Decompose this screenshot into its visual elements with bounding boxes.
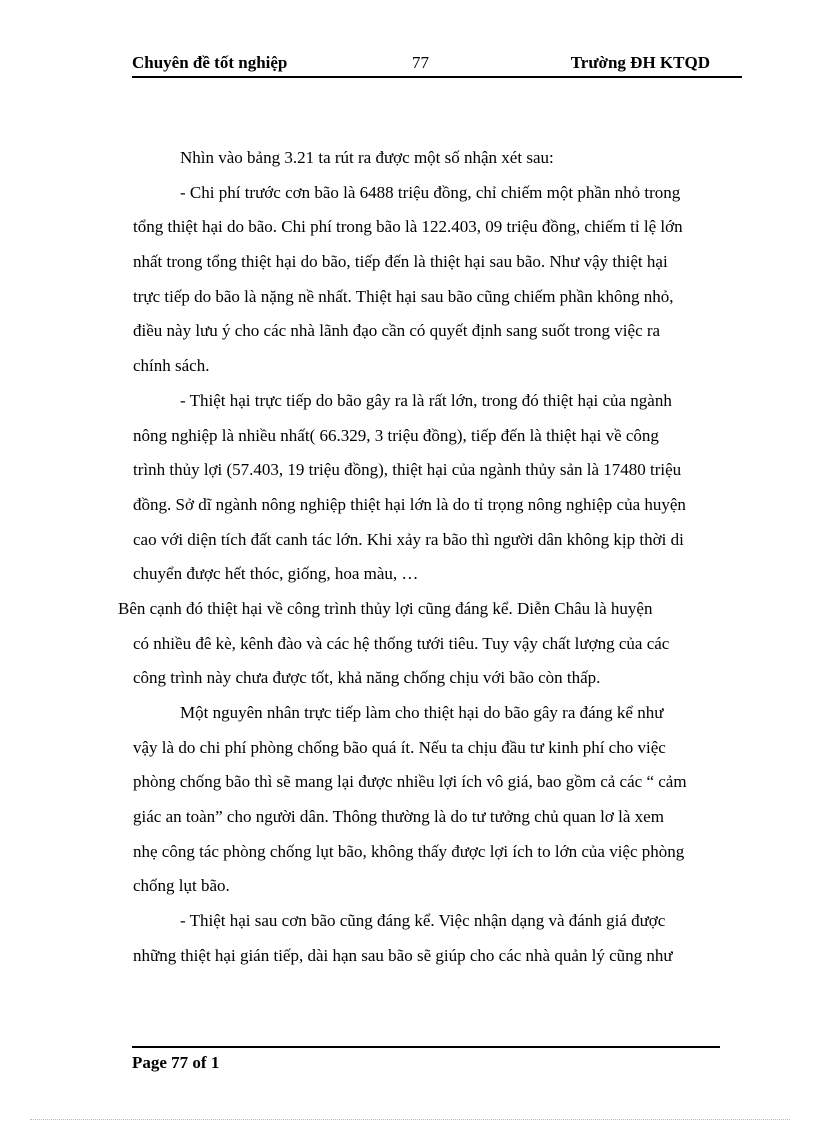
footer-rule [132,1046,720,1048]
text-line: trực tiếp do bão là nặng nề nhất. Thiệt hại sau bão cũng chiếm phần không nhỏ, [133,286,674,306]
text-line: chống lụt bão. [133,876,230,896]
text-line: công trình này chưa được tốt, khả năng chống chịu với bão còn thấp. [133,668,601,688]
text-line: - Chi phí trước cơn bão là 6488 triệu đồng, chỉ chiếm một phần nhỏ trong [180,182,681,202]
text-line: phòng chống bão thì sẽ mang lại được nhiều lợi ích vô giá, bao gồm cả các “ cảm [133,772,687,792]
header-school: Trường ĐH KTQD [570,53,710,72]
text-line: giác an toàn” cho người dân. Thông thường là do tư tưởng chủ quan lơ là xem [133,807,664,827]
body-text [118,141,743,974]
header-page-number: 77 [412,53,429,72]
text-line: nhẹ công tác phòng chống lụt bão, không thấy được lợi ích to lớn của việc phòng [133,841,685,861]
text-line: Một nguyên nhân trực tiếp làm cho thiệt hại do bão gây ra đáng kể như [180,703,664,722]
text-line: Nhìn vào bảng 3.21 ta rút ra được một số nhận xét sau: [180,148,554,167]
text-line: điều này lưu ý cho các nhà lãnh đạo cần có quyết định sang suốt trong việc ra [133,321,661,341]
text-line: tổng thiệt hại do bão. Chi phí trong bão là 122.403, 09 triệu đồng, chiếm tỉ lệ lớn [133,217,683,237]
text-line: vậy là do chi phí phòng chống bão quá ít. Nếu ta chịu đầu tư kinh phí cho việc [133,737,666,757]
page-header [132,52,742,78]
text-line: nhất trong tổng thiệt hại do bão, tiếp đến là thiệt hại sau bão. Như vậy thiệt hại [133,252,668,272]
text-line: đồng. Sở dĩ ngành nông nghiệp thiệt hại lớn là do tỉ trọng nông nghiệp của huyện [133,494,686,514]
text-line: có nhiều đê kè, kênh đào và các hệ thống tưới tiêu. Tuy vậy chất lượng của các [133,633,670,653]
text-line: chính sách. [133,356,210,376]
text-line: cao với diện tích đất canh tác lớn. Khi xảy ra bão thì người dân không kịp thời di [133,529,684,549]
page-footer: Page 77 of 1 [132,1053,220,1072]
text-line: những thiệt hại gián tiếp, dài hạn sau bão sẽ giúp cho các nhà quản lý cũng như [133,945,673,965]
text-line: - Thiệt hại trực tiếp do bão gây ra là rất lớn, trong đó thiệt hại của ngành [180,390,672,410]
header-title: Chuyên đề tốt nghiệp [132,53,288,72]
text-line: chuyển được hết thóc, giống, hoa màu, … [133,564,419,584]
text-line: trình thủy lợi (57.403, 19 triệu đồng), thiệt hại của ngành thủy sản là 17480 triệu [133,460,682,480]
text-line: nông nghiệp là nhiều nhất( 66.329, 3 triệu đồng), tiếp đến là thiệt hại về công [133,425,659,445]
page-bottom-divider [30,1119,790,1120]
text-line: - Thiệt hại sau cơn bão cũng đáng kể. Việc nhận dạng và đánh giá được [180,911,666,931]
text-line: Bên cạnh đó thiệt hại về công trình thủy lợi cũng đáng kể. Diễn Châu là huyện [118,598,653,618]
